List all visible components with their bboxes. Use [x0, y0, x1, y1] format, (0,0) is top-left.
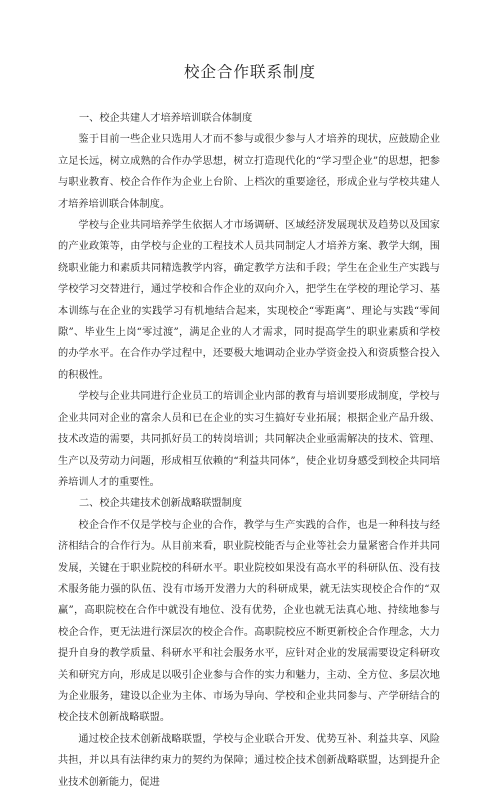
- paragraph: 通过校企技术创新战略联盟，学校与企业联合开发、优势互补、利益共享、风险共担，并以具有法律约束力的契约为保障；通过校企技术创新战略联盟，达到提升企业技术创新能力，促进: [58, 733, 440, 788]
- document-body: [58, 108, 440, 793]
- section-heading-2: 二、校企共建技术创新战略联盟制度: [79, 498, 242, 510]
- paragraph: 学校与企业共同培养学生依据人才市场调研、区域经济发展现状及趋势以及国家的产业政策等，由学校与企业的工程技术人员共同制定人才培养方案、教学大纲，围绕职业能力和素质共同精选教学内容，确定教学方法和手段；学生在企业生产实践与学校学习交替进行，通过学校和合作企业的双向介入，把学生在学校的理论学习、基本训练与在企业的实践学习有机地结合起来，实现校企“零距离”、理论与实践“零间隙”、毕业生上岗“零过渡”，满足企业的人才需求，同时提高学生的职业素质和学校的办学水平。在合作办学过程中，还要极大地调动企业办学资金投入和资质整合投入的积极性。: [58, 220, 440, 381]
- paragraph: 鉴于目前一些企业只选用人才而不参与或很少参与人才培养的现状，应鼓励企业立足长远，树立成熟的合作办学思想，树立打造现代化的“学习型企业”的思想，把参与职业教育、校企合作作为企业上台阶、上档次的重要途径，形成企业与学校共建人才培养培训联合体制度。: [58, 134, 440, 210]
- document-title: 校企合作联系制度: [183, 63, 316, 81]
- paragraph: 学校与企业共同进行企业员工的培训企业内部的教育与培训要形成制度，学校与企业共同对企业的富余人员和已在企业的实习生搞好专业拓展；根据企业产品升级、技术改造的需要，共同抓好员工的转岗培训；共同解决企业亟需解决的技术、管理、生产以及劳动力问题，形成相互依赖的“利益共同体”，使企业切身感受到校企共同培养培训人才的重要性。: [58, 391, 440, 488]
- section-heading-1: 一、校企共建人才培养培训联合体制度: [79, 113, 253, 124]
- paragraph: 校企合作不仅是学校与企业的合作，教学与生产实践的合作，也是一种科技与经济相结合的合作行为。从目前来看，职业院校能否与企业等社会力量紧密合作并共同发展，关键在于职业院校的科研水平。职业院校如果没有高水平的科研队伍、没有技术服务能力强的队伍、没有市场开发潜力大的科研成果，就无法实现校企合作的“双赢”，高职院校在合作中就没有地位、没有优势，企业也就无法真心地、持续地参与校企合作，更无法进行深层次的校企合作。高职院校应不断更新校企合作理念，大力提升自身的教学质量、科研水平和社会服务水平，应针对企业的发展需要设定科研攻关和研究方向，形成足以吸引企业参与合作的实力和魅力，主动、全方位、多层次地为企业服务，建设以企业为主体、市场为导向、学校和企业共同参与、产学研结合的校企技术创新战略联盟。: [58, 519, 440, 724]
